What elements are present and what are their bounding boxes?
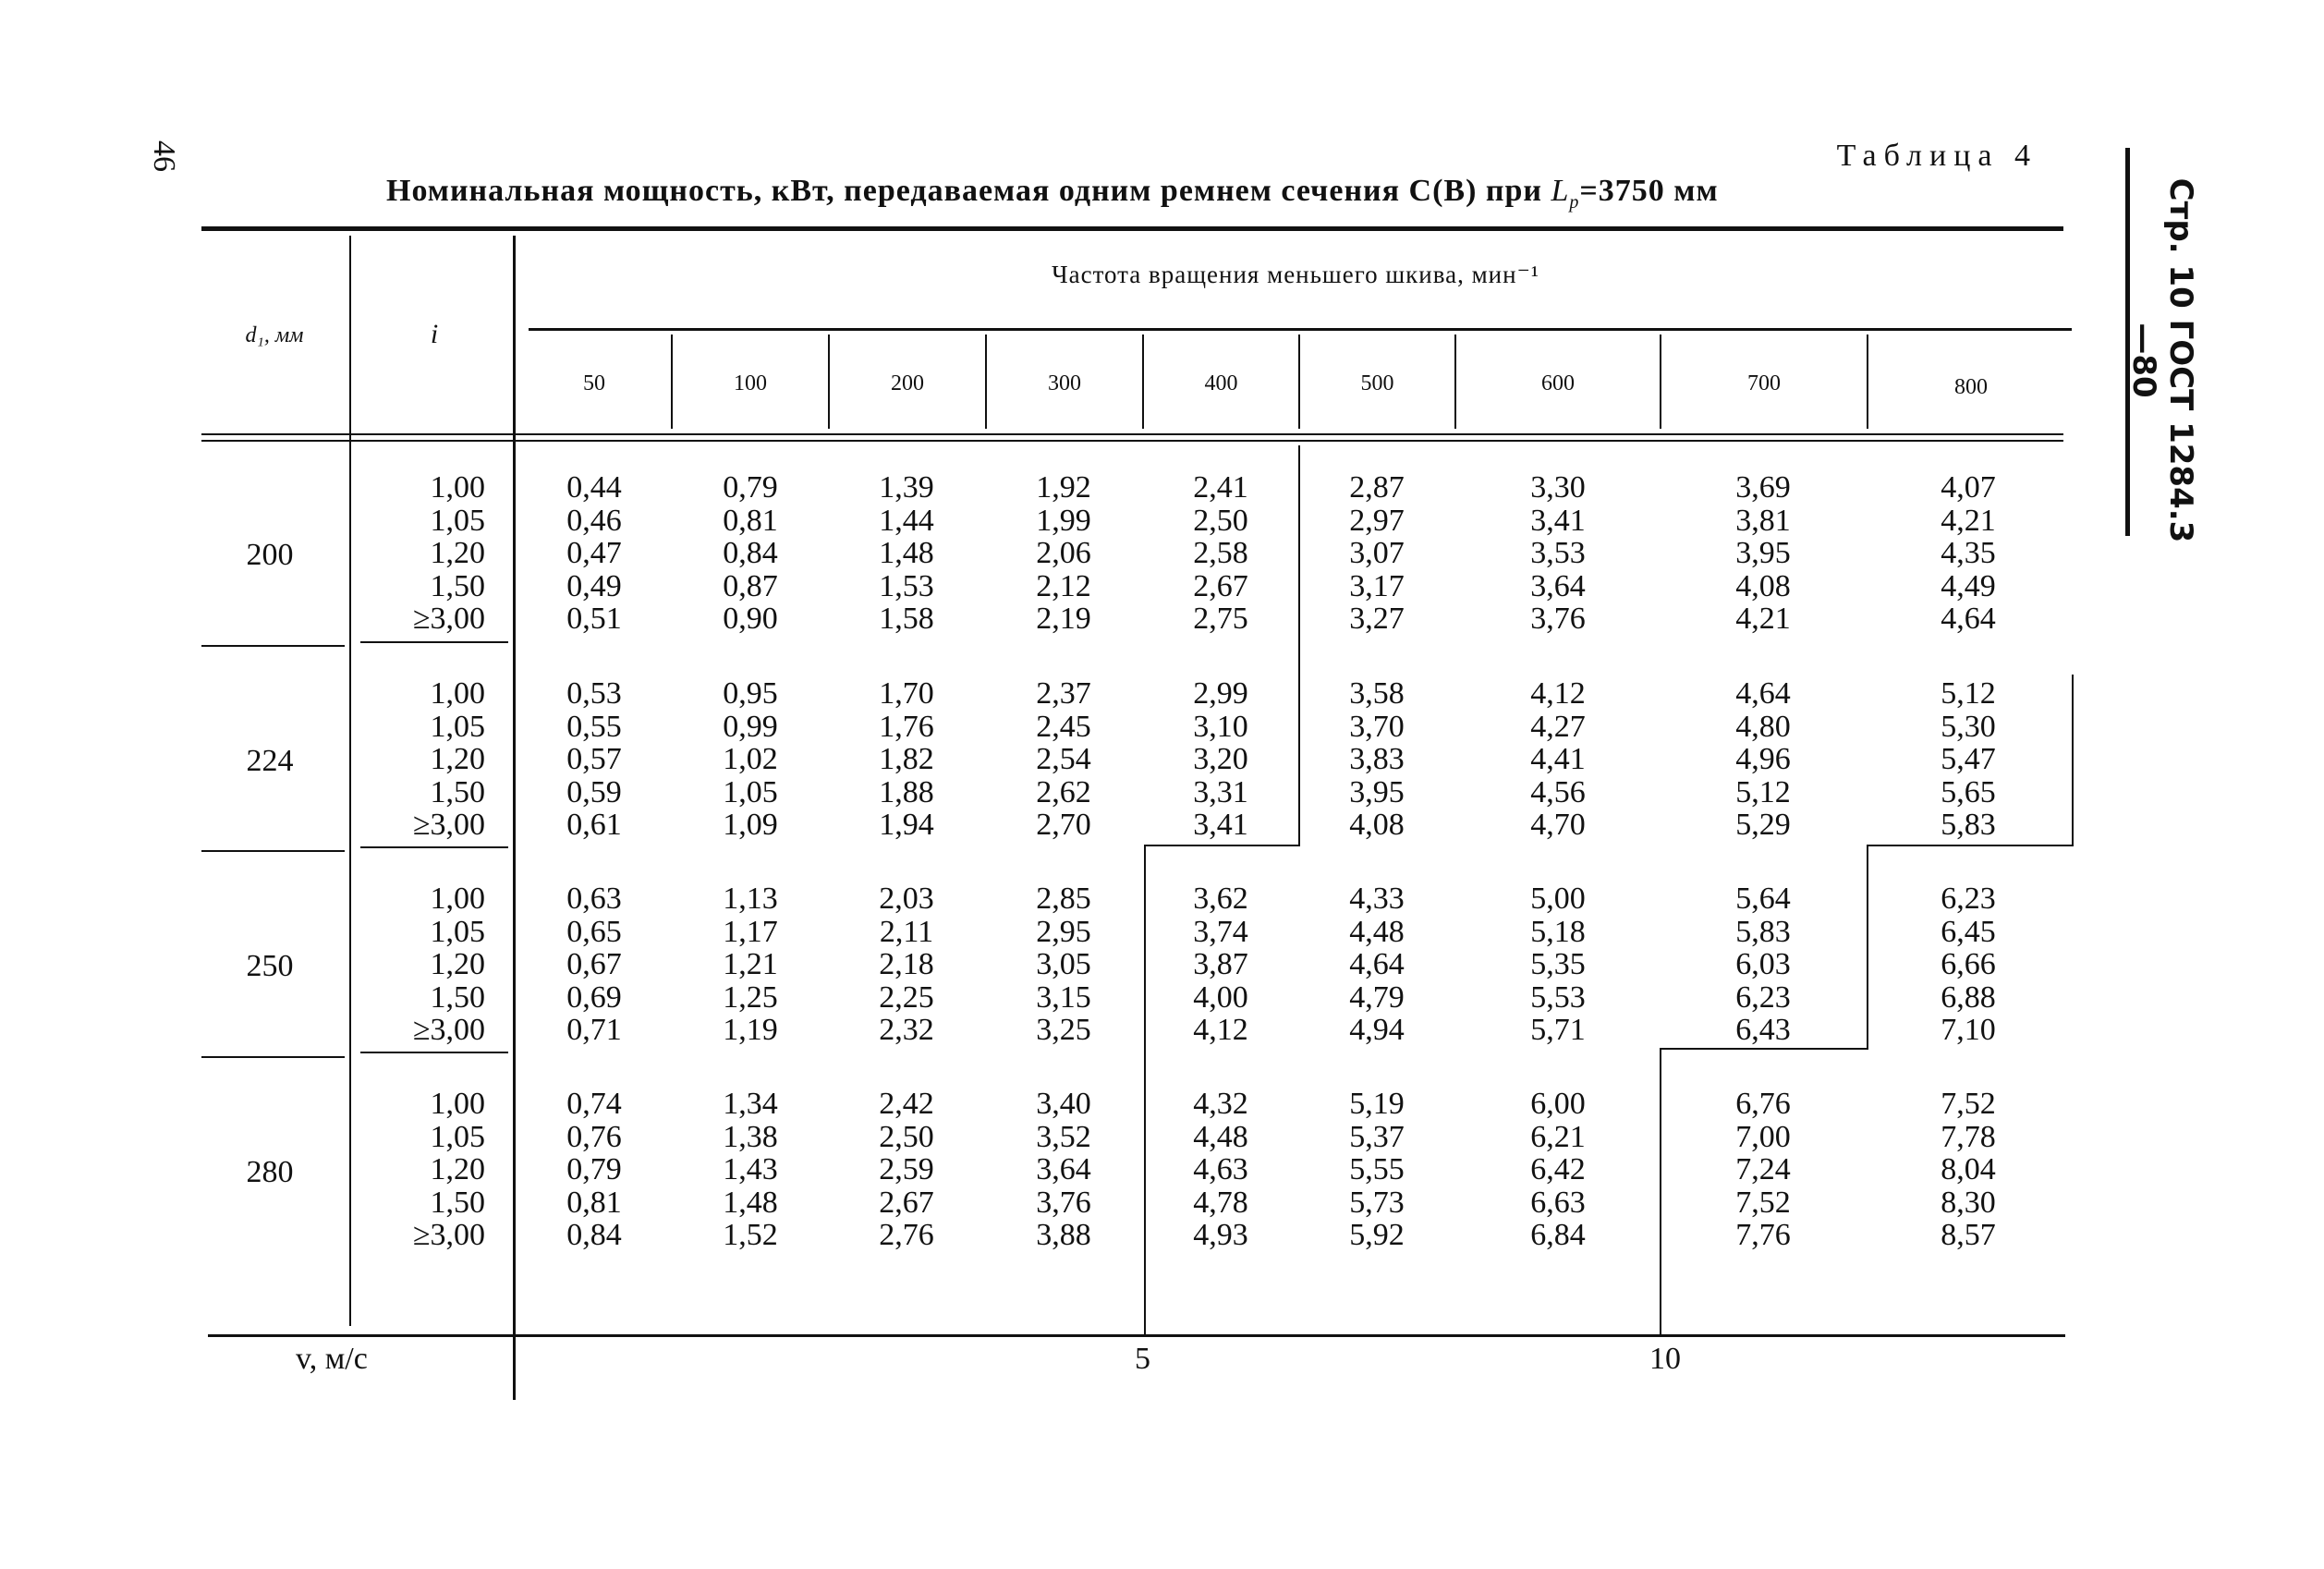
- freq-col-400: 400: [1204, 371, 1238, 395]
- power-value: 1,44: [879, 503, 934, 538]
- power-value: 4,64: [1349, 947, 1405, 981]
- power-value: 3,30: [1530, 470, 1586, 505]
- power-value: 2,41: [1193, 470, 1248, 505]
- power-value: 7,76: [1735, 1218, 1791, 1252]
- power-value: 3,58: [1349, 676, 1405, 711]
- power-value: 0,67: [566, 947, 622, 981]
- power-value: 0,59: [566, 774, 622, 809]
- power-value: 1,52: [723, 1218, 778, 1252]
- power-value: 4,08: [1735, 568, 1791, 603]
- power-value: 3,69: [1735, 470, 1791, 505]
- value-column: [1698, 882, 1828, 1047]
- power-value: 5,55: [1349, 1152, 1405, 1186]
- power-value: 0,81: [566, 1185, 622, 1220]
- zone-step-b2: [1661, 1048, 1868, 1050]
- power-value: 6,76: [1735, 1087, 1791, 1121]
- power-value: 1,09: [723, 808, 778, 842]
- power-value: 6,00: [1530, 1087, 1586, 1121]
- power-value: 3,07: [1349, 536, 1405, 570]
- value-column: [842, 677, 971, 842]
- group-rule-d-250: [201, 1056, 345, 1058]
- col-divider-d: [349, 236, 351, 1326]
- page-number: 46: [147, 140, 181, 172]
- power-value: 0,53: [566, 676, 622, 711]
- header-bottom-rule-1: [201, 433, 2063, 435]
- power-value: 1,48: [723, 1185, 778, 1220]
- power-value: 2,25: [879, 979, 934, 1015]
- power-value: 2,11: [879, 914, 934, 949]
- power-value: 2,62: [1036, 774, 1091, 809]
- power-value: 6,42: [1530, 1152, 1586, 1186]
- power-value: 2,32: [879, 1013, 934, 1047]
- power-value: 1,39: [879, 470, 934, 505]
- value-column: [686, 471, 815, 636]
- value-column: [999, 471, 1128, 636]
- power-value: 3,40: [1036, 1087, 1091, 1121]
- caption-variable: L: [1551, 174, 1570, 208]
- value-column: [1156, 1088, 1285, 1252]
- freq-header-rule: [529, 328, 2072, 331]
- value-column: [1904, 882, 2033, 1047]
- power-value: 3,05: [1036, 947, 1091, 981]
- power-value: 7,52: [1735, 1185, 1791, 1220]
- power-value: 0,99: [723, 709, 778, 744]
- table-top-rule: [201, 226, 2063, 231]
- power-value: 3,27: [1349, 602, 1405, 636]
- power-value: 4,63: [1193, 1152, 1248, 1186]
- power-value: 4,21: [1735, 602, 1791, 636]
- power-value: 4,96: [1735, 742, 1791, 776]
- power-value: 0,81: [723, 503, 778, 538]
- power-value: 0,79: [566, 1152, 622, 1186]
- power-value: 1,34: [723, 1087, 778, 1121]
- group-rule-i-224: [360, 846, 508, 848]
- value-column: [842, 1088, 971, 1252]
- value-column: [529, 1088, 659, 1252]
- power-value: 3,41: [1193, 808, 1248, 842]
- power-value: 0,76: [566, 1119, 622, 1154]
- power-value: 7,00: [1735, 1119, 1791, 1154]
- power-value: 3,15: [1036, 979, 1091, 1015]
- value-column: [1493, 471, 1623, 636]
- power-value: 1,76: [879, 709, 934, 744]
- ratio-list: 1,00 1,05 1,20 1,50 ≥3,00: [412, 470, 485, 636]
- power-value: 4,70: [1530, 808, 1586, 842]
- power-value: 4,80: [1735, 709, 1791, 744]
- power-value: 5,00: [1530, 882, 1586, 916]
- velocity-divider: [513, 1340, 515, 1395]
- power-value: 0,87: [723, 568, 778, 603]
- caption-tail: =3750 мм: [1579, 174, 1719, 208]
- velocity-label: v, м/с: [296, 1342, 368, 1376]
- power-value: 3,81: [1735, 503, 1791, 538]
- value-column: [1698, 471, 1828, 636]
- power-value: 0,90: [723, 602, 778, 636]
- power-value: 3,41: [1530, 503, 1586, 538]
- power-value: 4,93: [1193, 1218, 1248, 1252]
- zone-line-b2: [1867, 845, 1868, 1048]
- power-value: 5,64: [1735, 882, 1791, 916]
- power-value: 2,12: [1036, 568, 1091, 603]
- power-value: 0,71: [566, 1013, 622, 1047]
- value-column: [999, 677, 1128, 842]
- power-value: 0,47: [566, 536, 622, 570]
- table-bottom-rule: [208, 1334, 2065, 1337]
- power-value: 1,53: [879, 568, 934, 603]
- value-column: [842, 882, 971, 1047]
- power-value: 4,35: [1941, 536, 1996, 570]
- power-value: 0,69: [566, 979, 622, 1015]
- zone-line-b1: [2072, 675, 2074, 846]
- power-value: 2,03: [879, 882, 934, 916]
- power-value: 7,10: [1941, 1013, 1996, 1047]
- value-column: [1493, 677, 1623, 842]
- diameter-value: 280: [246, 1155, 294, 1189]
- power-value: 5,19: [1349, 1087, 1405, 1121]
- value-column: [1156, 882, 1285, 1047]
- side-tag-text: Стр. 10 ГОСТ 1284.3—80: [2125, 177, 2199, 543]
- power-value: 3,74: [1193, 914, 1248, 949]
- power-value: 3,62: [1193, 882, 1248, 916]
- power-value: 7,52: [1941, 1087, 1996, 1121]
- value-column: [529, 471, 659, 636]
- power-value: 3,83: [1349, 742, 1405, 776]
- power-value: 3,64: [1530, 568, 1586, 603]
- power-value: 0,79: [723, 470, 778, 505]
- power-value: 4,00: [1193, 979, 1248, 1015]
- power-value: 2,54: [1036, 742, 1091, 776]
- value-column: [1698, 677, 1828, 842]
- power-value: 5,83: [1735, 914, 1791, 949]
- power-value: 5,30: [1941, 709, 1996, 744]
- power-value: 2,59: [879, 1152, 934, 1186]
- header-diameter: d₁, мм: [245, 323, 304, 347]
- power-value: 3,25: [1036, 1013, 1091, 1047]
- value-column: [999, 882, 1128, 1047]
- power-value: 1,88: [879, 774, 934, 809]
- caption-subscript: p: [1569, 191, 1580, 213]
- power-value: 6,23: [1941, 882, 1996, 916]
- power-value: 3,31: [1193, 774, 1248, 809]
- freq-col-100: 100: [734, 371, 767, 395]
- power-value: 1,48: [879, 536, 934, 570]
- velocity-mark-5: 5: [1135, 1342, 1150, 1376]
- power-value: 1,17: [723, 914, 778, 949]
- value-column: [686, 882, 815, 1047]
- power-value: 5,18: [1530, 914, 1586, 949]
- power-value: 3,95: [1735, 536, 1791, 570]
- zone-line-a2: [1144, 845, 1146, 1334]
- group-rule-d-200: [201, 645, 345, 647]
- value-column: [529, 677, 659, 842]
- power-value: 1,70: [879, 676, 934, 711]
- value-column: [1698, 1088, 1828, 1252]
- power-value: 5,12: [1735, 774, 1791, 809]
- power-value: 5,65: [1941, 774, 1996, 809]
- power-value: 1,82: [879, 742, 934, 776]
- caption-main: Номинальная мощность, кВт, передаваемая одним ремнем сечения С(В) при: [386, 174, 1551, 208]
- power-value: 2,42: [879, 1087, 934, 1121]
- power-value: 3,70: [1349, 709, 1405, 744]
- power-value: 4,56: [1530, 774, 1586, 809]
- power-value: 4,41: [1530, 742, 1586, 776]
- power-value: 1,25: [723, 979, 778, 1015]
- power-value: 1,19: [723, 1013, 778, 1047]
- power-value: 3,64: [1036, 1152, 1091, 1186]
- power-value: 4,79: [1349, 979, 1405, 1015]
- power-value: 2,97: [1349, 503, 1405, 538]
- power-value: 4,12: [1193, 1013, 1248, 1047]
- value-column: [1904, 677, 2033, 842]
- power-value: 4,94: [1349, 1013, 1405, 1047]
- power-value: 6,45: [1941, 914, 1996, 949]
- power-value: 0,46: [566, 503, 622, 538]
- power-value: 2,50: [1193, 503, 1248, 538]
- velocity-mark-10: 10: [1649, 1342, 1681, 1376]
- power-value: 7,24: [1735, 1152, 1791, 1186]
- freq-col-700: 700: [1747, 371, 1781, 395]
- power-value: 2,70: [1036, 808, 1091, 842]
- power-value: 5,83: [1941, 808, 1996, 842]
- power-value: 0,84: [566, 1218, 622, 1252]
- power-value: 5,92: [1349, 1218, 1405, 1252]
- power-value: 0,84: [723, 536, 778, 570]
- power-value: 5,12: [1941, 676, 1996, 711]
- freq-col-50: 50: [583, 371, 605, 395]
- power-value: 2,85: [1036, 882, 1091, 916]
- value-column: [1493, 882, 1623, 1047]
- value-column: [686, 677, 815, 842]
- power-value: 2,50: [879, 1119, 934, 1154]
- group-rule-i-250: [360, 1052, 508, 1053]
- power-value: 0,55: [566, 709, 622, 744]
- power-value: 1,92: [1036, 470, 1091, 505]
- power-value: 1,02: [723, 742, 778, 776]
- power-value: 8,57: [1941, 1218, 1996, 1252]
- zone-line-a1: [1298, 445, 1300, 845]
- value-column: [1312, 1088, 1442, 1252]
- zone-line-b3: [1660, 1048, 1661, 1334]
- power-value: 2,87: [1349, 470, 1405, 505]
- freq-col-200: 200: [891, 371, 924, 395]
- power-value: 6,03: [1735, 947, 1791, 981]
- power-value: 6,84: [1530, 1218, 1586, 1252]
- power-value: 3,53: [1530, 536, 1586, 570]
- power-value: 3,88: [1036, 1218, 1091, 1252]
- power-value: 0,57: [566, 742, 622, 776]
- power-value: 2,45: [1036, 709, 1091, 744]
- value-column: [1312, 882, 1442, 1047]
- power-value: 0,63: [566, 882, 622, 916]
- power-value: 4,07: [1941, 470, 1996, 505]
- header-ratio: i: [430, 319, 439, 349]
- power-value: 8,04: [1941, 1152, 1996, 1186]
- power-value: 1,13: [723, 882, 778, 916]
- value-column: [1904, 471, 2033, 636]
- power-value: 2,06: [1036, 536, 1091, 570]
- value-column: [686, 1088, 815, 1252]
- group-rule-i-200: [360, 641, 508, 643]
- power-value: 3,20: [1193, 742, 1248, 776]
- power-value: 4,21: [1941, 503, 1996, 538]
- power-value: 0,51: [566, 602, 622, 636]
- header-bottom-rule-2: [201, 440, 2063, 442]
- power-value: 1,38: [723, 1119, 778, 1154]
- power-value: 2,95: [1036, 914, 1091, 949]
- power-value: 8,30: [1941, 1185, 1996, 1220]
- power-value: 2,58: [1193, 536, 1248, 570]
- power-value: 7,78: [1941, 1119, 1996, 1154]
- power-value: 3,17: [1349, 568, 1405, 603]
- power-value: 4,33: [1349, 882, 1405, 916]
- power-value: 4,78: [1193, 1185, 1248, 1220]
- power-value: 4,27: [1530, 709, 1586, 744]
- power-value: 2,76: [879, 1218, 934, 1252]
- power-value: 3,10: [1193, 709, 1248, 744]
- power-value: 5,37: [1349, 1119, 1405, 1154]
- diameter-value: 250: [246, 949, 294, 983]
- power-value: 4,12: [1530, 676, 1586, 711]
- freq-col-500: 500: [1360, 371, 1394, 395]
- power-value: 1,99: [1036, 503, 1091, 538]
- power-value: 4,08: [1349, 808, 1405, 842]
- power-value: 4,32: [1193, 1087, 1248, 1121]
- power-value: 0,95: [723, 676, 778, 711]
- power-value: 6,23: [1735, 979, 1791, 1015]
- power-value: 4,49: [1941, 568, 1996, 603]
- power-value: 4,48: [1193, 1119, 1248, 1154]
- power-value: 4,64: [1941, 602, 1996, 636]
- power-value: 6,88: [1941, 979, 1996, 1015]
- power-value: 5,29: [1735, 808, 1791, 842]
- power-value: 3,76: [1036, 1185, 1091, 1220]
- diameter-value: 224: [246, 744, 294, 778]
- power-value: 5,47: [1941, 742, 1996, 776]
- power-value: 3,52: [1036, 1119, 1091, 1154]
- power-value: 2,19: [1036, 602, 1091, 636]
- power-value: 2,18: [879, 947, 934, 981]
- power-value: 3,95: [1349, 774, 1405, 809]
- diameter-value: 200: [246, 538, 294, 572]
- freq-col-800: 800: [1954, 375, 1988, 399]
- power-value: 5,35: [1530, 947, 1586, 981]
- power-value: 5,53: [1530, 979, 1586, 1015]
- power-value: 1,94: [879, 808, 934, 842]
- table-caption: [386, 174, 1719, 213]
- zone-step-b1: [1868, 845, 2074, 846]
- power-value: 6,63: [1530, 1185, 1586, 1220]
- value-column: [1904, 1088, 2033, 1252]
- power-value: 5,71: [1530, 1013, 1586, 1047]
- table-label: Таблица 4: [1836, 139, 2038, 173]
- power-value: 0,44: [566, 470, 622, 505]
- group-rule-d-224: [201, 850, 345, 852]
- ratio-list: 1,00 1,05 1,20 1,50 ≥3,00: [412, 882, 485, 1047]
- side-standard-tag: [2125, 148, 2199, 543]
- value-column: [842, 471, 971, 636]
- power-value: 0,49: [566, 568, 622, 603]
- power-value: 5,73: [1349, 1185, 1405, 1220]
- power-value: 2,67: [1193, 568, 1248, 603]
- power-value: 6,21: [1530, 1119, 1586, 1154]
- value-column: [1312, 471, 1442, 636]
- power-value: 2,37: [1036, 676, 1091, 711]
- ratio-list: 1,00 1,05 1,20 1,50 ≥3,00: [412, 676, 485, 842]
- header-frequency: Частота вращения меньшего шкива, мин⁻¹: [1052, 261, 1539, 288]
- power-value: 3,76: [1530, 602, 1586, 636]
- power-value: 1,05: [723, 774, 778, 809]
- power-value: 4,48: [1349, 914, 1405, 949]
- value-column: [999, 1088, 1128, 1252]
- value-column: [1493, 1088, 1623, 1252]
- power-value: 1,58: [879, 602, 934, 636]
- power-value: 4,64: [1735, 676, 1791, 711]
- zone-step-a: [1146, 845, 1300, 846]
- power-value: 0,61: [566, 808, 622, 842]
- power-value: 6,66: [1941, 947, 1996, 981]
- power-value: 2,75: [1193, 602, 1248, 636]
- power-value: 6,43: [1735, 1013, 1791, 1047]
- power-value: 2,99: [1193, 676, 1248, 711]
- freq-col-300: 300: [1048, 371, 1081, 395]
- power-value: 2,67: [879, 1185, 934, 1220]
- col-divider-i: [513, 236, 516, 1400]
- power-value: 1,43: [723, 1152, 778, 1186]
- power-value: 3,87: [1193, 947, 1248, 981]
- value-column: [1156, 677, 1285, 842]
- value-column: [1156, 471, 1285, 636]
- freq-col-600: 600: [1541, 371, 1575, 395]
- value-column: [529, 882, 659, 1047]
- value-column: [1312, 677, 1442, 842]
- power-value: 0,65: [566, 914, 622, 949]
- power-value: 0,74: [566, 1087, 622, 1121]
- ratio-list: 1,00 1,05 1,20 1,50 ≥3,00: [412, 1087, 485, 1252]
- power-value: 1,21: [723, 947, 778, 981]
